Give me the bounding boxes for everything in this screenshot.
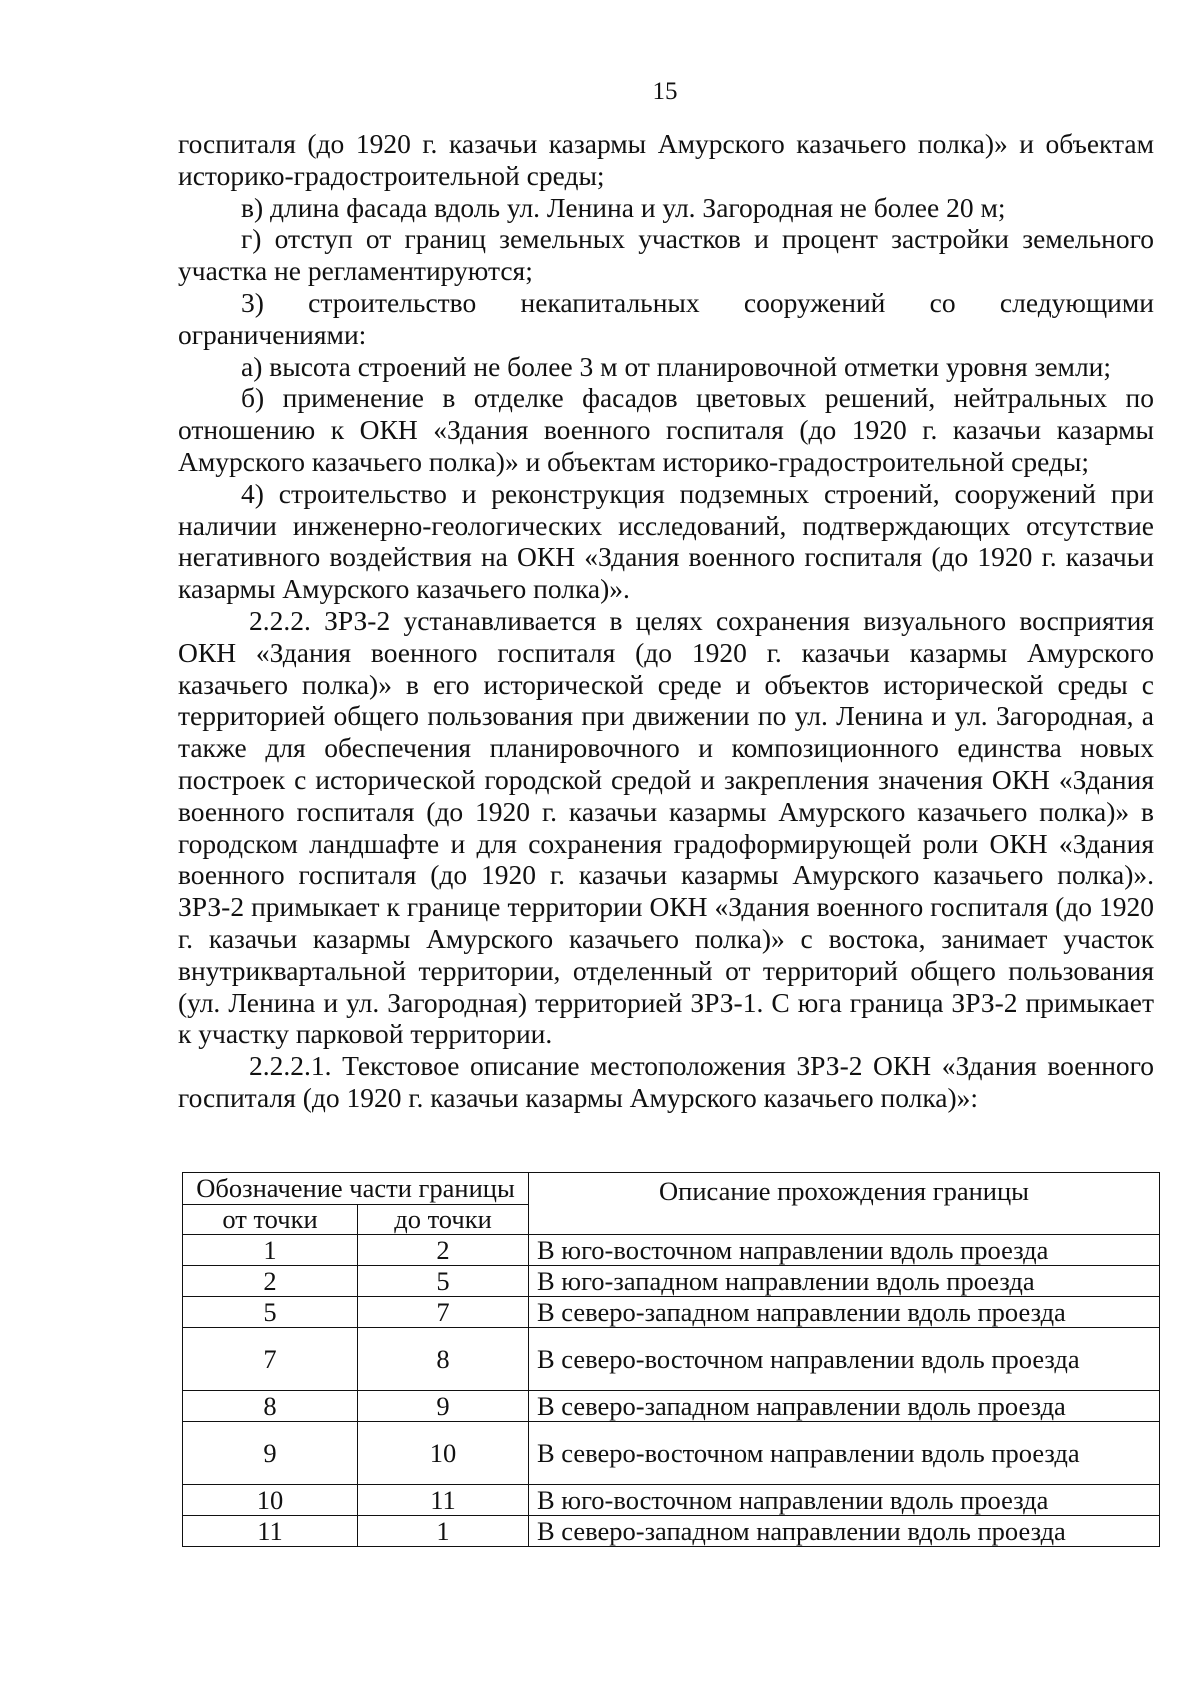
cell-to: 7: [358, 1297, 529, 1328]
paragraph: 2.2.2. ЗРЗ-2 устанавливается в целях сохранения визуального восприятия ОКН «Здания военного госпиталя (до 1920 г. казачьи казармы Амурского казачьего полка)» в его исторической среде и объектов исторической среды с территорией общего пользования при движении по ул. Ленина и ул. Загородная, а также для обеспечения планировочного и композиционного единства новых построек с исторической городской средой и закрепления значения ОКН «Здания военного госпиталя (до 1920 г. казачьи казармы Амурского казачьего полка)» в городском ландшафте и для сохранения градоформирующей роли ОКН «Здания военного госпиталя (до 1920 г. казачьи казармы Амурского казачьего полка)». ЗРЗ-2 примыкает к границе территории ОКН «Здания военного госпиталя (до 1920 г. казачьи казармы Амурского казачьего полка)» с востока, занимает участок внутриквартальной территории, отделенный от территорий общего пользования (ул. Ленина и ул. Загородная) территорией ЗРЗ-1. С юга граница ЗРЗ-2 примыкает к участку парковой территории.: [178, 604, 1154, 1050]
table-row: [183, 1328, 1160, 1391]
paragraph: в) длина фасада вдоль ул. Ленина и ул. Загородная не более 20 м;: [241, 191, 1006, 223]
cell-from: 5: [183, 1297, 358, 1328]
table-header-row: [183, 1173, 1160, 1205]
cell-from: 10: [183, 1485, 358, 1516]
cell-to: 9: [358, 1391, 529, 1422]
paragraph: госпиталя (до 1920 г. казачьи казармы Амурского казачьего полка)» и объектам историко-градостроительной среды;: [178, 128, 1154, 191]
cell-to: 1: [358, 1516, 529, 1547]
paragraph: 3) строительство некапитальных сооружений со следующими ограничениями:: [178, 286, 1154, 350]
cell-from: 1: [183, 1235, 358, 1266]
cell-description: В северо-западном направлении вдоль проезда: [529, 1297, 1160, 1328]
table-row: [183, 1266, 1160, 1297]
cell-from: 8: [183, 1391, 358, 1422]
page-number: 15: [652, 78, 678, 105]
header-boundary-part: Обозначение части границы: [183, 1173, 529, 1205]
cell-description: В северо-восточном направлении вдоль проезда: [529, 1422, 1160, 1485]
cell-description: В северо-западном направлении вдоль проезда: [529, 1391, 1160, 1422]
boundary-table: [182, 1172, 1160, 1547]
cell-from: 7: [183, 1328, 358, 1391]
table-row: [183, 1485, 1160, 1516]
cell-to: 10: [358, 1422, 529, 1485]
cell-description: В северо-западном направлении вдоль проезда: [529, 1516, 1160, 1547]
header-to-point: до точки: [358, 1205, 529, 1235]
paragraph: а) высота строений не более 3 м от планировочной отметки уровня земли;: [241, 350, 1112, 382]
cell-to: 2: [358, 1235, 529, 1266]
paragraph: 4) строительство и реконструкция подземных строений, сооружений при наличии инженерно-геологических исследований, подтверждающих отсутствие негативного воздействия на ОКН «Здания военного госпиталя (до 1920 г. казачьи казармы Амурского казачьего полка)».: [178, 477, 1154, 605]
table-row: [183, 1516, 1160, 1547]
header-from-point: от точки: [183, 1205, 358, 1235]
cell-from: 11: [183, 1516, 358, 1547]
document-body: [178, 128, 1154, 1114]
table-row: [183, 1235, 1160, 1266]
paragraph: б) применение в отделке фасадов цветовых решений, нейтральных по отношению к ОКН «Здания военного госпиталя (до 1920 г. казачьи казармы Амурского казачьего полка)» и объектам историко-градостроительной среды;: [178, 382, 1154, 477]
paragraph: г) отступ от границ земельных участков и процент застройки земельного участка не регламентируются;: [178, 223, 1154, 287]
header-description: Описание прохождения границы: [529, 1173, 1160, 1235]
cell-to: 8: [358, 1328, 529, 1391]
table-row: [183, 1391, 1160, 1422]
table-row: [183, 1422, 1160, 1485]
paragraph: 2.2.2.1. Текстовое описание местоположения ЗРЗ-2 ОКН «Здания военного госпиталя (до 1920 г. казачьи казармы Амурского казачьего полка)»:: [178, 1050, 1154, 1113]
cell-description: В северо-восточном направлении вдоль проезда: [529, 1328, 1160, 1391]
cell-to: 11: [358, 1485, 529, 1516]
cell-from: 9: [183, 1422, 358, 1485]
cell-description: В юго-восточном направлении вдоль проезда: [529, 1235, 1160, 1266]
cell-from: 2: [183, 1266, 358, 1297]
cell-to: 5: [358, 1266, 529, 1297]
cell-description: В юго-восточном направлении вдоль проезда: [529, 1485, 1160, 1516]
cell-description: В юго-западном направлении вдоль проезда: [529, 1266, 1160, 1297]
table-row: [183, 1297, 1160, 1328]
